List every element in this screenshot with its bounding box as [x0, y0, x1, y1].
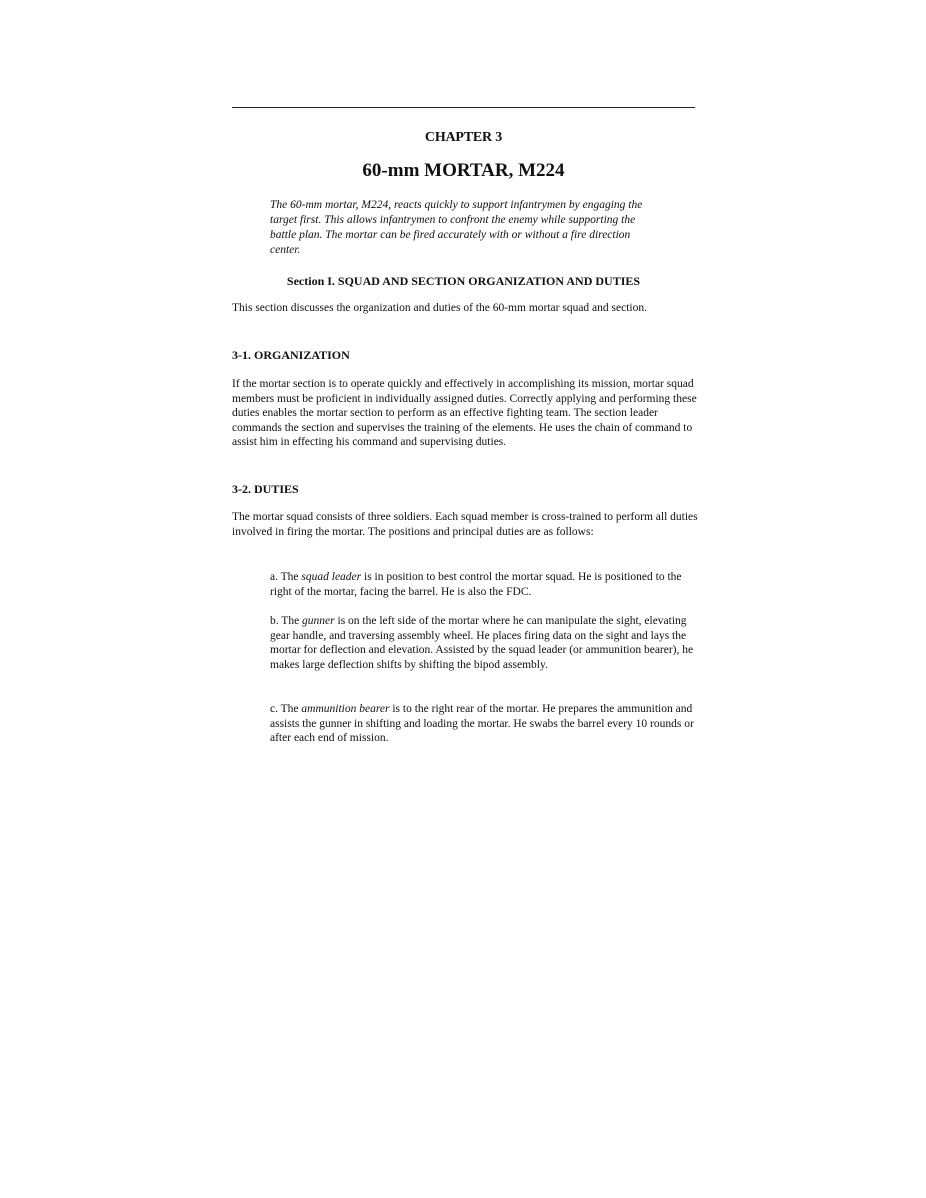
duty-role: squad leader: [301, 571, 362, 583]
duty-item-ammunition-bearer: [270, 702, 698, 746]
chapter-title: 60-mm MORTAR, M224: [362, 160, 565, 181]
duty-role: ammunition bearer: [301, 703, 390, 715]
organization-heading: 3-1. ORGANIZATION: [232, 348, 350, 362]
duty-item-prefix: a. The: [270, 571, 302, 583]
duty-item-text: is to the right rear of the mortar. He prepares the ammunition and assists the gunner in shifting and loading the mortar. He swabs the barrel every 10 rounds or after each end of mission.: [270, 703, 694, 744]
duty-item-prefix: c. The: [270, 703, 302, 715]
duty-item-squad-leader: [270, 570, 698, 599]
duty-item-text: is in position to best control the mortar squad. He is positioned to the right of the mortar, facing the barrel. He is also the FDC.: [270, 571, 682, 598]
duty-role: gunner: [302, 615, 335, 627]
duty-item-text: is on the left side of the mortar where he can manipulate the sight, elevating gear handle, and traversing assembly wheel. He places firing data on the sight and lays the mortar for deflection and elevation. Assisted by the squad leader (or ammunition bearer), he makes large deflection shifts by shifting the bipod assembly.: [270, 615, 694, 671]
chapter-label: CHAPTER 3: [424, 130, 503, 145]
organization-text: If the mortar section is to operate quickly and effectively in accomplishing its mission, mortar squad members must be proficient in individually assigned duties. Correctly applying and performing these duties enables the mortar section to perform as an effective fighting team. The section leader commands the section and supervises the training of the elements. He uses the chain of command to assist him in effecting his command and supervising duties.: [232, 378, 697, 448]
duty-item-prefix: b. The: [270, 615, 303, 627]
header-rule: [232, 107, 695, 108]
section-intro: This section discusses the organization and duties of the 60-mm mortar squad and section.: [232, 302, 647, 314]
duties-heading: 3-2. DUTIES: [232, 482, 299, 496]
section-title: Section I. SQUAD AND SECTION ORGANIZATION AND DUTIES: [286, 274, 641, 288]
duty-item-gunner: [270, 614, 698, 672]
duties-text: The mortar squad consists of three soldiers. Each squad member is cross-trained to perform all duties involved in firing the mortar. The positions and principal duties are as follows:: [232, 511, 698, 538]
chapter-intro: The 60-mm mortar, M224, reacts quickly to support infantrymen by engaging the target first. This allows infantrymen to confront the enemy while supporting the battle plan. The mortar can be fired accurately with or without a fire direction center.: [270, 199, 643, 256]
